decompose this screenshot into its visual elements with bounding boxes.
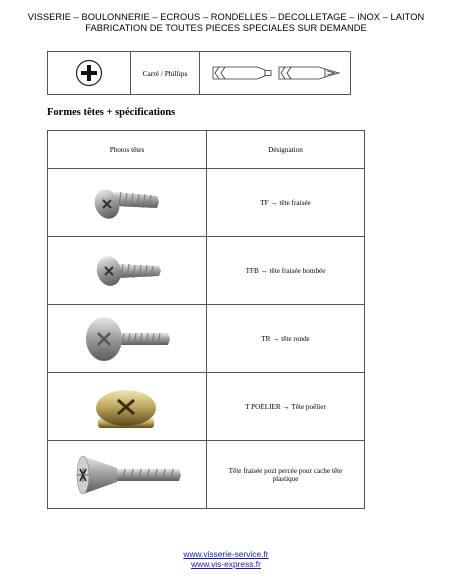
- table-header-row: [48, 131, 365, 169]
- drive-type-table: [47, 51, 351, 95]
- pan-head-screw-photo: [80, 311, 174, 367]
- drilled-pozi-countersunk-screw-photo: [67, 450, 187, 500]
- screwdriver-bits-icon: [205, 58, 345, 88]
- designation-cell: Tête fraisée pozi percée pour cache tête plastique: [207, 441, 365, 509]
- header-line-2: FABRICATION DE TOUTES PIECES SPECIALES SUR DEMANDE: [85, 23, 367, 33]
- head-shapes-table: [47, 130, 365, 509]
- photo-cell: [48, 169, 207, 237]
- photo-cell: [48, 373, 207, 441]
- designation-cell: T POELIER → Tête poêlier: [207, 373, 365, 441]
- table-row: [48, 169, 365, 237]
- header-line-1: VISSERIE – BOULONNERIE – ECROUS – RONDELLES – DECOLLETAGE – INOX – LAITON: [27, 12, 425, 22]
- website-link-2[interactable]: www.vis-express.fr: [191, 559, 261, 569]
- phillips-drive-icon: [75, 59, 103, 87]
- website-link-1[interactable]: www.visserie-service.fr: [183, 549, 269, 559]
- column-header-photos: Photos têtes: [48, 131, 207, 169]
- drive-label: Carré / Phillips: [131, 52, 200, 95]
- table-row: [48, 441, 365, 509]
- table-row: [48, 305, 365, 373]
- photo-cell: [48, 305, 207, 373]
- photo-cell: [48, 441, 207, 509]
- designation-cell: TR → tête ronde: [207, 305, 365, 373]
- stove-head-screw-photo: [84, 378, 170, 436]
- drive-bits-cell: [200, 52, 351, 95]
- designation-cell: TFB → tête fraisée bombée: [207, 237, 365, 305]
- column-header-designation: Désignation: [207, 131, 365, 169]
- countersunk-screw-photo: [87, 178, 167, 228]
- table-row: [48, 373, 365, 441]
- raised-countersunk-screw-photo: [87, 246, 167, 296]
- section-title: Formes têtes + spécifications: [47, 107, 176, 118]
- page-header: [0, 12, 452, 34]
- photo-cell: [48, 237, 207, 305]
- table-row: [48, 237, 365, 305]
- drive-icon-cell: [48, 52, 131, 95]
- designation-cell: TF → tête fraisée: [207, 169, 365, 237]
- page-footer: [0, 549, 452, 569]
